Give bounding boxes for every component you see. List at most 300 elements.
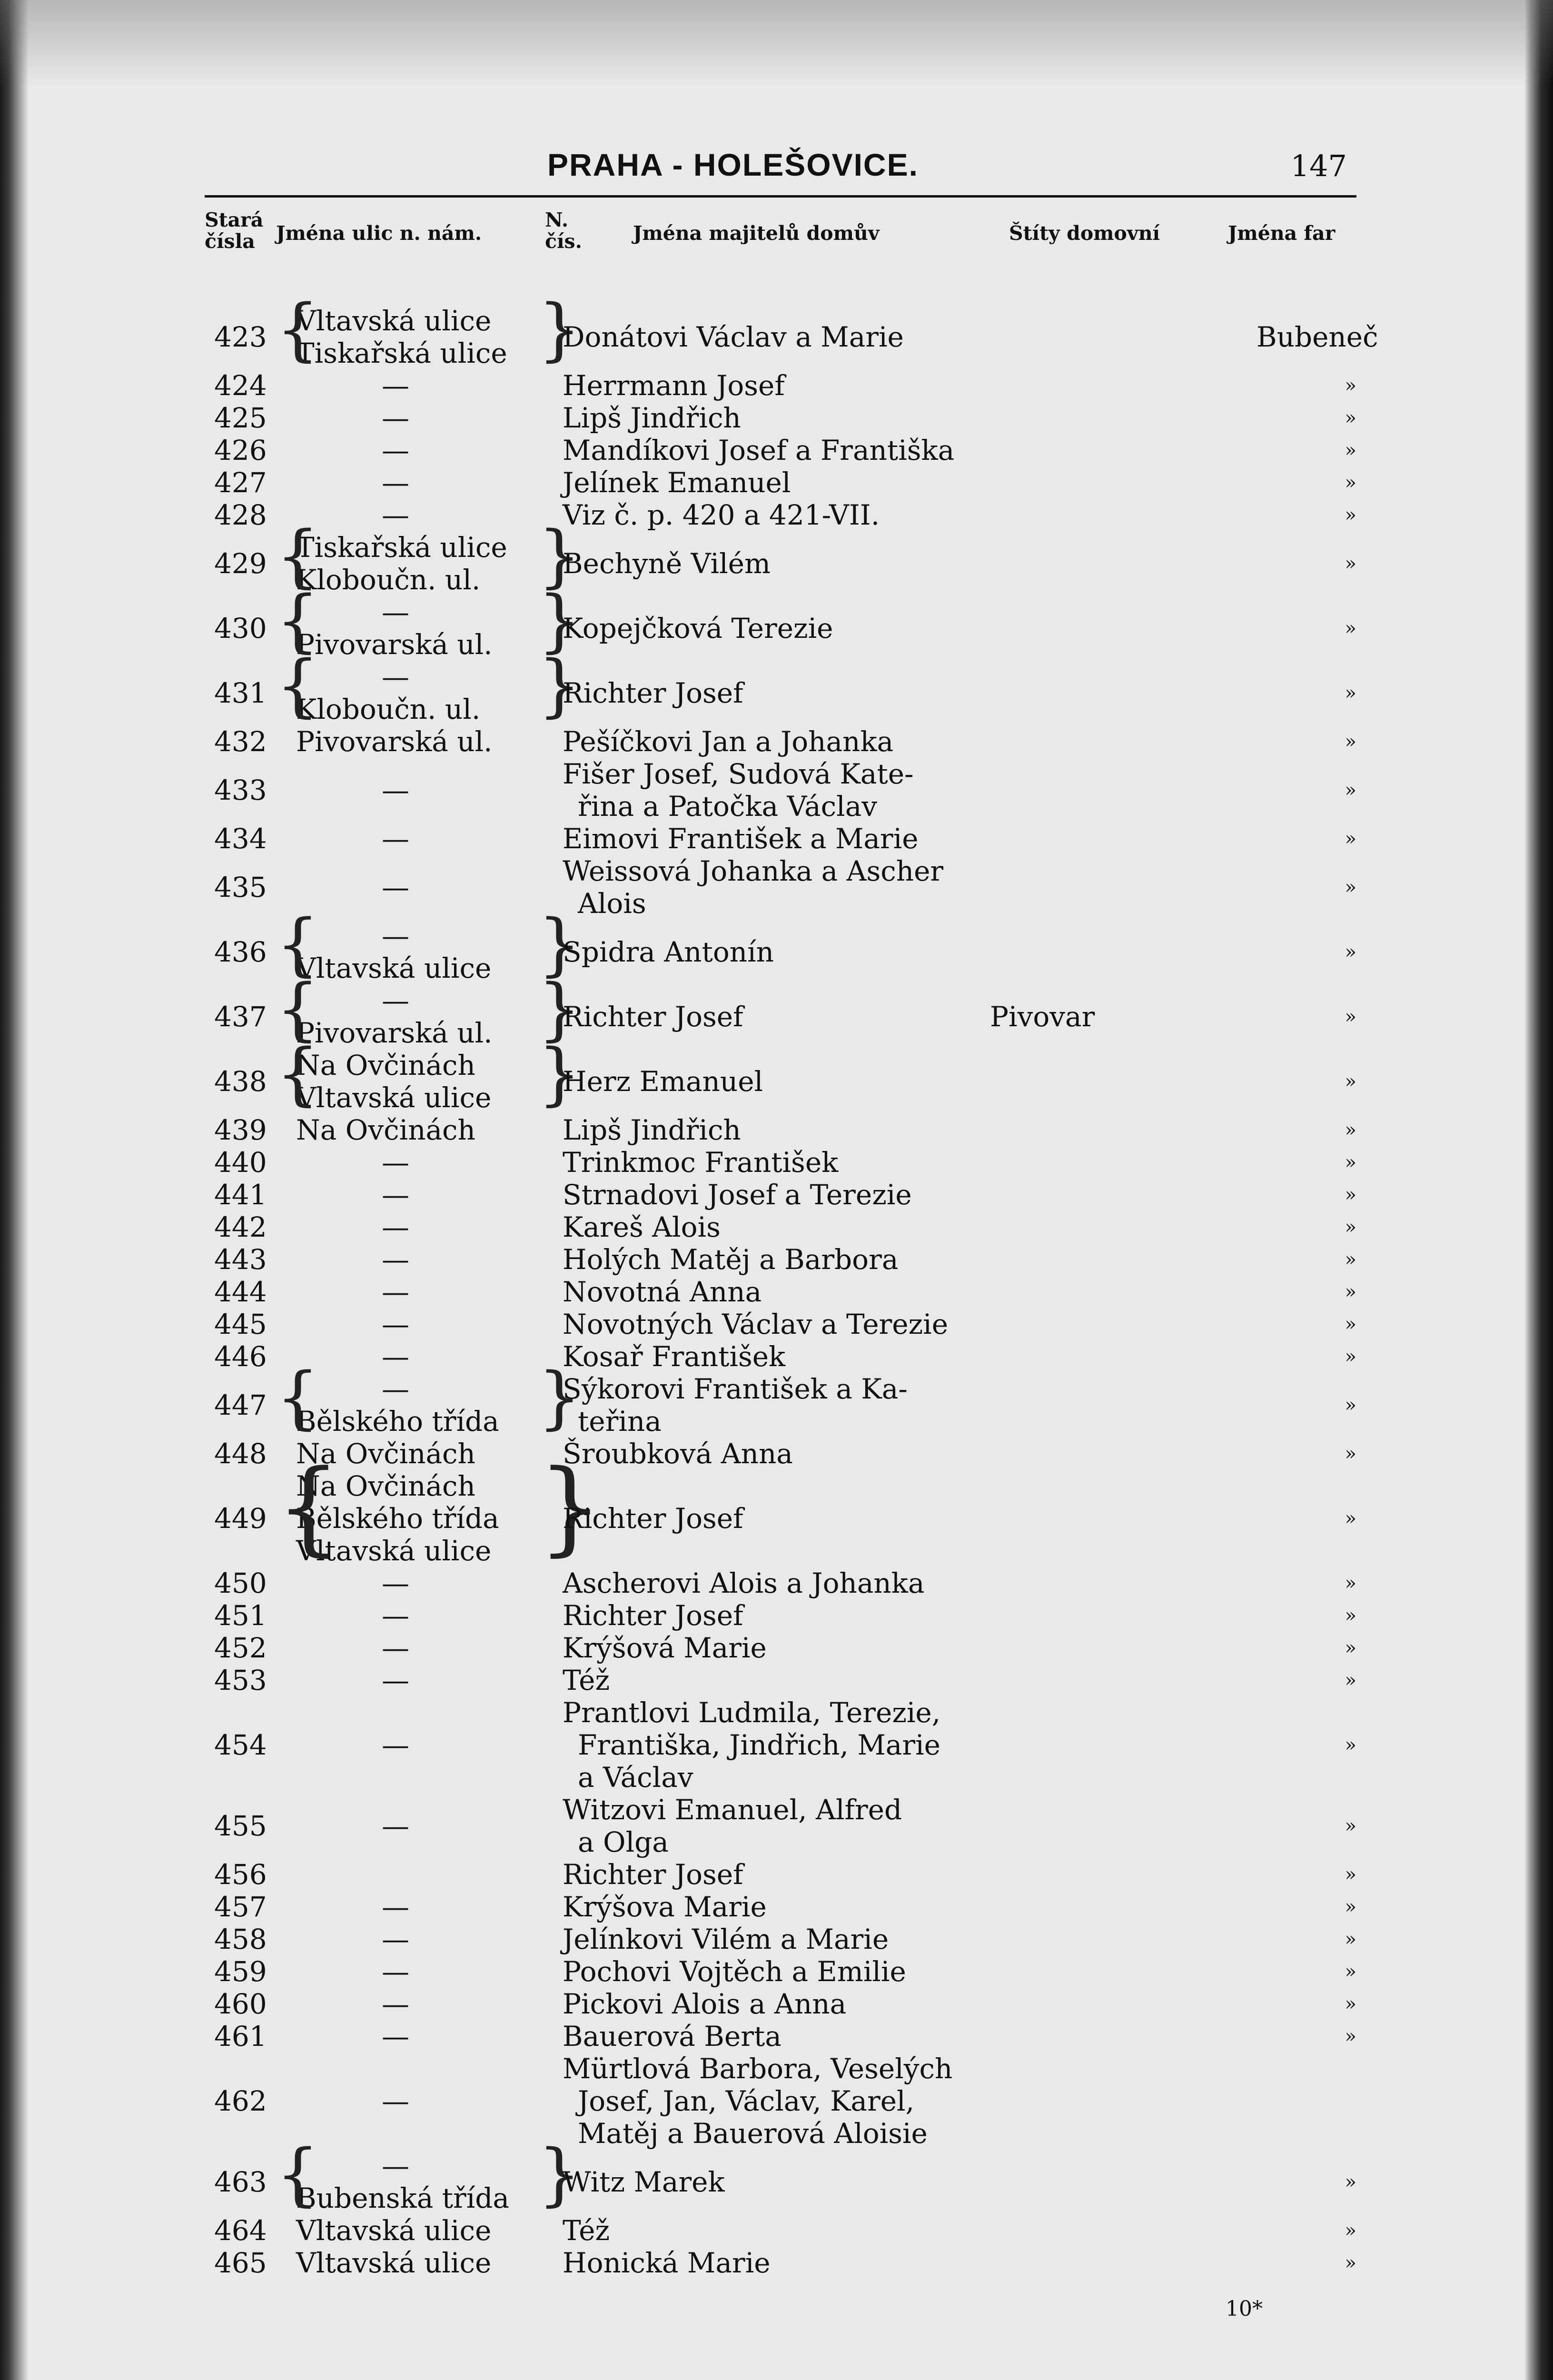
street-name: Pivovarská ul.: [296, 725, 493, 758]
street-cell: [296, 2150, 544, 2214]
parish-name: »: [1345, 1216, 1356, 1238]
street-cell: [296, 1632, 544, 1664]
old-number: 450: [214, 1567, 267, 1599]
street-name: —: [382, 1340, 409, 1373]
left-brace-icon: {: [276, 289, 319, 369]
old-number: 423: [214, 321, 267, 353]
owner-cell: [563, 2247, 1172, 2279]
street-name: —: [382, 402, 409, 434]
parish-name: »: [1345, 1961, 1356, 1983]
street-name: —: [382, 1373, 409, 1405]
table-row: [205, 1923, 1356, 1955]
old-number: 426: [214, 434, 267, 466]
table-row: [205, 1308, 1356, 1340]
owner-cell: [563, 1988, 1172, 2020]
page-header: [205, 143, 1356, 198]
table-row: [205, 1988, 1356, 2020]
old-number: 464: [214, 2214, 267, 2247]
street-cell: [296, 466, 544, 499]
left-brace-icon: {: [276, 1357, 319, 1437]
owner-name: Richter Josef: [563, 1001, 743, 1033]
owner-cell: [563, 758, 1172, 823]
street-name: —: [382, 466, 409, 499]
old-number: 428: [214, 499, 267, 531]
column-headers: [205, 209, 1356, 271]
table-row: [205, 1632, 1356, 1664]
old-number: 453: [214, 1664, 267, 1696]
scan-right-edge: [1524, 0, 1553, 2380]
street-name: Bělského třída: [296, 1405, 499, 1438]
parish-name: »: [1345, 828, 1356, 850]
parish-name: »: [1345, 1572, 1356, 1594]
street-cell: [296, 1308, 544, 1340]
owner-name: Též: [563, 2214, 610, 2247]
parish-name: »: [1345, 1249, 1356, 1270]
owner-cell: [563, 823, 1172, 855]
street-name: —: [382, 2085, 409, 2117]
parish-name: »: [1345, 1993, 1356, 2015]
old-number: 465: [214, 2247, 267, 2279]
table-row: [205, 499, 1356, 531]
street-cell: [296, 1114, 544, 1146]
register-table: [205, 289, 1378, 2279]
street-cell: [296, 1049, 544, 1114]
owner-name: Spidra Antonín: [563, 936, 774, 968]
owner-name: Witz Marek: [563, 2166, 725, 2198]
street-name: Bělského třída: [296, 1502, 499, 1535]
owner-cell: [563, 2214, 1172, 2247]
street-name: —: [382, 1955, 409, 1988]
street-cell: [296, 402, 544, 434]
parish-name: »: [1345, 375, 1356, 397]
street-cell: [296, 2020, 544, 2053]
street-name: —: [382, 1810, 409, 1842]
right-brace-icon: }: [538, 580, 581, 660]
owner-name: a Olga: [578, 1826, 669, 1858]
old-number: 463: [214, 2166, 267, 2198]
street-cell: [296, 499, 544, 531]
owner-name: Herrmann Josef: [563, 369, 785, 402]
owner-name: Mürtlová Barbora, Veselých: [563, 2053, 953, 2085]
street-cell: [296, 823, 544, 855]
parish-name: »: [1345, 1071, 1356, 1092]
old-number: 460: [214, 1988, 267, 2020]
parish-name: »: [1345, 2171, 1356, 2193]
street-cell: [296, 871, 544, 903]
parish-name: »: [1345, 1669, 1356, 1691]
owner-cell: [563, 547, 1172, 580]
old-number: 444: [214, 1276, 267, 1308]
street-cell: [296, 2247, 544, 2279]
table-row: [205, 369, 1356, 402]
table-row: [205, 1438, 1356, 1470]
table-row: [205, 2214, 1356, 2247]
owner-name: Donátovi Václav a Marie: [563, 321, 904, 353]
owner-cell: [563, 499, 1172, 531]
owner-cell: [563, 1955, 1172, 1988]
street-name: —: [382, 1923, 409, 1955]
parish-name: »: [1345, 439, 1356, 461]
parish-name: »: [1345, 504, 1356, 526]
right-brace-icon: }: [538, 904, 581, 984]
owner-cell: [563, 1567, 1172, 1599]
owner-name: Novotná Anna: [563, 1276, 762, 1308]
parish-name: »: [1345, 1119, 1356, 1141]
owner-cell: [563, 855, 1172, 920]
table-row: [205, 758, 1356, 823]
street-name: —: [382, 1988, 409, 2020]
owner-cell: [563, 1502, 1172, 1535]
owner-name: Alois: [578, 887, 646, 920]
street-name: Bubenská třída: [296, 2182, 509, 2214]
street-name: —: [382, 1891, 409, 1923]
street-cell: [296, 1567, 544, 1599]
owner-name: Prantlovi Ludmila, Terezie,: [563, 1696, 941, 1729]
street-name: —: [382, 499, 409, 531]
parish-name: Bubeneč: [1256, 321, 1378, 353]
parish-name: »: [1345, 1281, 1356, 1303]
parish-name: »: [1345, 1313, 1356, 1335]
old-number: 442: [214, 1211, 267, 1243]
parish-name: »: [1345, 1637, 1356, 1659]
left-brace-icon: {: [276, 1448, 341, 1567]
owner-name: Kosař František: [563, 1340, 786, 1373]
old-number: 427: [214, 466, 267, 499]
table-row: [205, 289, 1378, 369]
street-cell: [296, 2214, 544, 2247]
street-cell: [296, 774, 544, 806]
owner-cell: [563, 2020, 1172, 2053]
street-name: —: [382, 871, 409, 903]
running-title: PRAHA - HOLEŠOVICE.: [547, 147, 919, 182]
owner-name: Lipš Jindřich: [563, 402, 741, 434]
owner-name: Weissová Johanka a Ascher: [563, 855, 944, 887]
street-name: Pivovarská ul.: [296, 1017, 493, 1049]
table-row: [205, 725, 1356, 758]
owner-name: Novotných Václav a Terezie: [563, 1308, 949, 1340]
table-row: [205, 1146, 1356, 1179]
old-number: 431: [214, 677, 267, 709]
owner-cell: [563, 1891, 1172, 1923]
owner-name: Jelínek Emanuel: [563, 466, 791, 499]
street-name: Vltavská ulice: [296, 952, 492, 984]
street-name: Tiskařská ulice: [296, 531, 507, 564]
table-row: [205, 2247, 1356, 2279]
street-name: Kloboučn. ul.: [296, 693, 481, 725]
street-name: Pivovarská ul.: [296, 628, 493, 661]
owner-name: Pochovi Vojtěch a Emilie: [563, 1955, 906, 1988]
table-row: [205, 1696, 1356, 1794]
street-cell: [296, 2085, 544, 2117]
table-row: [205, 1114, 1356, 1146]
owner-name: Mandíkovi Josef a Františka: [563, 434, 955, 466]
owner-name: teřina: [578, 1405, 662, 1438]
street-name: —: [382, 774, 409, 806]
old-number: 425: [214, 402, 267, 434]
owner-cell: [563, 1696, 1172, 1794]
table-row: [205, 2053, 1356, 2150]
owner-name: Richter Josef: [563, 1858, 743, 1891]
street-name: Vltavská ulice: [296, 2247, 492, 2279]
owner-cell: [563, 725, 1172, 758]
owner-name: Bechyně Vilém: [563, 547, 771, 580]
old-number: 458: [214, 1923, 267, 1955]
parish-name: »: [1345, 1443, 1356, 1465]
street-cell: [296, 1146, 544, 1179]
old-number: 455: [214, 1810, 267, 1842]
street-cell: [296, 984, 544, 1049]
owner-name: Pickovi Alois a Anna: [563, 1988, 847, 2020]
street-cell: [296, 1955, 544, 1988]
owner-cell: [563, 369, 1172, 402]
left-brace-icon: {: [276, 1033, 319, 1113]
table-row: [205, 1179, 1356, 1211]
old-number: 449: [214, 1502, 267, 1535]
parish-name: »: [1345, 2252, 1356, 2274]
right-brace-icon: }: [538, 516, 581, 595]
parish-name: »: [1345, 731, 1356, 753]
left-brace-icon: {: [276, 645, 319, 725]
owner-name: Richter Josef: [563, 1502, 743, 1535]
parish-name: »: [1345, 1928, 1356, 1950]
left-brace-icon: {: [276, 516, 319, 595]
old-number: 424: [214, 369, 267, 402]
street-name: —: [382, 2020, 409, 2053]
parish-name: »: [1345, 1006, 1356, 1028]
street-cell: [296, 1599, 544, 1632]
parish-name: »: [1345, 1896, 1356, 1918]
street-name: —: [382, 1664, 409, 1696]
street-name: —: [382, 369, 409, 402]
owner-name: Josef, Jan, Václav, Karel,: [578, 2085, 915, 2117]
old-number: 435: [214, 871, 267, 903]
owner-cell: [563, 2053, 1172, 2150]
owner-cell: [563, 1858, 1172, 1891]
table-row: [205, 1599, 1356, 1632]
street-cell: [296, 1243, 544, 1276]
owner-name: Holých Matěj a Barbora: [563, 1243, 899, 1276]
right-brace-icon: }: [538, 2134, 581, 2214]
owner-name: Kareš Alois: [563, 1211, 721, 1243]
old-number: 439: [214, 1114, 267, 1146]
owner-name: a Václav: [578, 1761, 693, 1794]
old-number: 451: [214, 1599, 267, 1632]
street-cell: [296, 1276, 544, 1308]
old-number: 441: [214, 1179, 267, 1211]
old-number: 438: [214, 1065, 267, 1098]
street-name: —: [382, 1146, 409, 1179]
page-number: 147: [1290, 149, 1347, 183]
street-cell: [296, 1179, 544, 1211]
column-header-old-number: Stará čísla: [205, 208, 264, 253]
old-number: 454: [214, 1729, 267, 1761]
parish-name: »: [1345, 553, 1356, 575]
street-name: Vltavská ulice: [296, 2214, 492, 2247]
street-cell: [296, 531, 544, 596]
owner-cell: [563, 1438, 1172, 1470]
parish-name: »: [1345, 1815, 1356, 1837]
house-sign: Pivovar: [990, 1001, 1095, 1033]
right-brace-icon: }: [538, 289, 581, 369]
table-row: [205, 1794, 1356, 1858]
owner-name: Strnadovi Josef a Terezie: [563, 1179, 912, 1211]
owner-name: Ascherovi Alois a Johanka: [563, 1567, 925, 1599]
owner-cell: [563, 1179, 1172, 1211]
street-name: —: [382, 434, 409, 466]
old-number: 446: [214, 1340, 267, 1373]
old-number: 457: [214, 1891, 267, 1923]
owner-cell: [563, 1146, 1172, 1179]
owner-name: Lipš Jindřich: [563, 1114, 741, 1146]
street-name: —: [382, 1211, 409, 1243]
street-cell: [296, 434, 544, 466]
street-name: —: [382, 920, 409, 952]
parish-name: »: [1345, 876, 1356, 898]
table-row: [205, 2134, 1356, 2214]
parish-name: »: [1345, 1151, 1356, 1173]
left-brace-icon: {: [276, 969, 319, 1049]
parish-name: »: [1345, 1864, 1356, 1885]
table-row: [205, 1243, 1356, 1276]
street-name: —: [382, 984, 409, 1017]
street-cell: [296, 1988, 544, 2020]
street-name: —: [382, 596, 409, 628]
owner-name: Richter Josef: [563, 1599, 743, 1632]
right-brace-icon: }: [538, 1033, 581, 1113]
old-number: 433: [214, 774, 267, 806]
street-name: Vltavská ulice: [296, 305, 492, 337]
street-name: Vltavská ulice: [296, 1081, 492, 1114]
owner-cell: [563, 321, 1172, 353]
owner-name: Jelínkovi Vilém a Marie: [563, 1923, 889, 1955]
owner-name: Františka, Jindřich, Marie: [578, 1729, 940, 1761]
table-row: [205, 969, 1356, 1049]
street-name: Na Ovčinách: [296, 1438, 475, 1470]
street-cell: [296, 661, 544, 725]
old-number: 462: [214, 2085, 267, 2117]
owner-name: Krýšova Marie: [563, 1891, 767, 1923]
owner-cell: [563, 1211, 1172, 1243]
left-brace-icon: {: [276, 904, 319, 984]
column-header-parish: Jména far: [1228, 222, 1335, 245]
street-name: —: [382, 1729, 409, 1761]
owner-cell: [563, 402, 1172, 434]
street-cell: [296, 305, 544, 369]
old-number: 456: [214, 1858, 267, 1891]
owner-name: Trinkmoc František: [563, 1146, 839, 1179]
parish-name: »: [1345, 1734, 1356, 1756]
street-name: —: [382, 1179, 409, 1211]
street-name: —: [382, 661, 409, 693]
parish-name: »: [1345, 682, 1356, 704]
old-number: 448: [214, 1438, 267, 1470]
table-row: [205, 1357, 1356, 1438]
owner-name: řina a Patočka Václav: [578, 790, 878, 823]
old-number: 447: [214, 1389, 267, 1421]
street-name: —: [382, 1567, 409, 1599]
table-row: [205, 1276, 1356, 1308]
parish-name: »: [1345, 1346, 1356, 1368]
owner-name: Honická Marie: [563, 2247, 771, 2279]
parish-name: »: [1345, 1184, 1356, 1206]
street-name: —: [382, 1599, 409, 1632]
parish-name: »: [1345, 1394, 1356, 1416]
old-number: 429: [214, 547, 267, 580]
owner-name: Matěj a Bauerová Aloisie: [578, 2117, 928, 2150]
old-number: 432: [214, 725, 267, 758]
owner-cell: [563, 1243, 1172, 1276]
owner-cell: [563, 434, 1172, 466]
owner-cell: [563, 1923, 1172, 1955]
old-number: 445: [214, 1308, 267, 1340]
street-name: —: [382, 1308, 409, 1340]
old-number: 459: [214, 1955, 267, 1988]
parish-name: »: [1345, 1507, 1356, 1529]
street-cell: [296, 1810, 544, 1842]
owner-cell: [563, 677, 1172, 709]
table-row: [205, 466, 1356, 499]
owner-cell: [563, 1664, 1172, 1696]
owner-name: Též: [563, 1664, 610, 1696]
owner-cell: [563, 1794, 1172, 1858]
table-row: [205, 516, 1356, 596]
column-header-street: Jména ulic n. nám.: [276, 222, 482, 245]
street-cell: [296, 1891, 544, 1923]
owner-cell: [563, 466, 1172, 499]
old-number: 440: [214, 1146, 267, 1179]
owner-cell: [563, 1599, 1172, 1632]
table-row: [205, 645, 1356, 725]
table-row: [205, 904, 1356, 984]
owner-name: Richter Josef: [563, 677, 743, 709]
old-number: 443: [214, 1243, 267, 1276]
street-name: Tiskařská ulice: [296, 337, 507, 369]
left-brace-icon: {: [276, 580, 319, 660]
street-cell: [296, 369, 544, 402]
left-brace-icon: {: [276, 2134, 319, 2214]
table-row: [205, 855, 1356, 920]
street-name: Na Ovčinách: [296, 1049, 475, 1081]
table-row: [205, 402, 1356, 434]
street-name: Kloboučn. ul.: [296, 564, 481, 596]
table-row: [205, 2020, 1356, 2053]
scan-top-shade: [0, 0, 1553, 86]
owner-cell: [563, 1632, 1172, 1664]
parish-name: »: [1345, 941, 1356, 963]
column-header-new-number: N. čís.: [545, 208, 582, 253]
book-page: [205, 143, 1378, 2279]
owner-name: Krýšová Marie: [563, 1632, 767, 1664]
scan-left-edge: [0, 0, 29, 2380]
table-row: [205, 1567, 1356, 1599]
column-header-owners: Jména majitelů domův: [633, 222, 880, 245]
parish-name: »: [1345, 1605, 1356, 1626]
right-brace-icon: }: [538, 969, 581, 1049]
table-row: [205, 1211, 1356, 1243]
street-name: Vltavská ulice: [296, 1535, 492, 1567]
signature-mark: 10*: [1226, 2297, 1263, 2321]
table-row: [205, 823, 1356, 855]
owner-name: Pešíčkovi Jan a Johanka: [563, 725, 894, 758]
owner-cell: [563, 1276, 1172, 1308]
street-cell: [296, 1373, 544, 1438]
owner-cell: [563, 1373, 1172, 1438]
street-cell: [296, 725, 544, 758]
parish-name: »: [1345, 2025, 1356, 2047]
table-row: [205, 1955, 1356, 1988]
parish-name: »: [1345, 2220, 1356, 2241]
street-name: —: [382, 1632, 409, 1664]
